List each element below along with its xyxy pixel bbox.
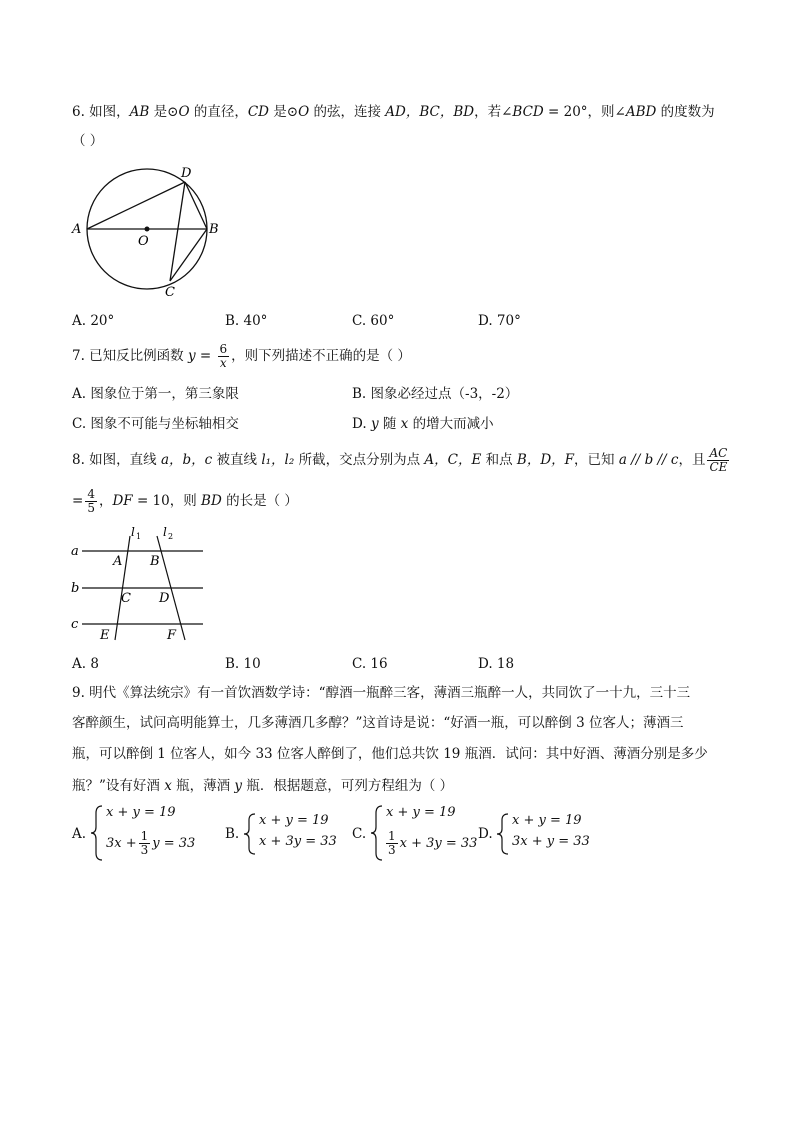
denominator: 3 <box>140 843 149 857</box>
q6-o: O <box>178 104 190 120</box>
q8-stem-line1 <box>72 445 731 475</box>
q7-text: D. <box>352 416 371 432</box>
numerator: 1 <box>388 829 396 843</box>
q8-text: = 10，则 <box>132 493 202 509</box>
equation-2 <box>386 829 477 859</box>
q9-option-a-label[interactable]: A. <box>72 826 87 842</box>
denominator: x <box>219 356 227 370</box>
numerator: AC <box>707 447 729 461</box>
q9-stem-line2: 客醉颜生，试问高明能算士，几多薄酒几多醇？”这首诗是说：“好酒一瓶，可以醉倒 3 位客人；薄酒三 <box>72 715 684 731</box>
label-l2-sub: 2 <box>168 532 174 541</box>
q8-stem-line2 <box>72 486 298 516</box>
numerator: 4 <box>87 487 95 501</box>
q7-option-b[interactable]: B. 图象必经过点（-3，-2） <box>352 386 519 402</box>
q8-parallel: a // b // c <box>618 452 679 468</box>
equation-1: x + y = 19 <box>259 813 329 828</box>
q8-text: ，已知 <box>574 452 619 468</box>
equation-2: x + 3y = 33 <box>259 834 337 849</box>
q7-stem <box>72 342 411 370</box>
q6-text: 是⊙ <box>149 104 179 120</box>
q8-text: ，且 <box>678 452 706 468</box>
q6-o: O <box>298 104 310 120</box>
q9-stem-line4 <box>72 776 453 796</box>
q8-points-bdf: B，D，F <box>516 452 575 468</box>
q7-text: 随 <box>378 416 401 432</box>
brace-icon <box>370 803 384 863</box>
q8-option-b[interactable]: B. 10 <box>225 656 261 672</box>
brace-icon <box>90 803 104 863</box>
label-c: c <box>71 617 79 632</box>
q7-fraction <box>218 343 230 370</box>
q8-option-d[interactable]: D. 18 <box>478 656 515 672</box>
q8-text: 所截，交点分别为点 <box>294 452 425 468</box>
q8-fraction-ac-ce <box>707 447 729 474</box>
fraction-one-third <box>139 830 151 857</box>
q9-option-c-label[interactable]: C. <box>352 826 367 842</box>
segment-bd <box>185 182 207 229</box>
q6-text: 的弦，连接 <box>309 104 386 120</box>
q6-angle: BCD <box>512 104 544 120</box>
label-point-a: A <box>113 554 123 569</box>
label-point-b: B <box>150 554 160 569</box>
q6-text: 是⊙ <box>268 104 299 120</box>
label-b: b <box>71 581 80 596</box>
q7-y: y <box>370 416 379 432</box>
brace-icon <box>243 812 257 856</box>
eq-part: y = 33 <box>152 836 196 851</box>
q9-option-c-system[interactable] <box>370 803 480 863</box>
label-c: C <box>165 285 175 300</box>
q9-option-a-system[interactable] <box>90 803 210 863</box>
q6-text: ，若∠ <box>474 104 513 120</box>
q6-option-d[interactable]: D. 70° <box>478 313 521 329</box>
q7-text: 的增大而减小 <box>408 416 494 432</box>
equation-1: x + y = 19 <box>386 805 456 820</box>
q8-df: DF <box>112 493 133 509</box>
label-point-e: E <box>100 628 110 643</box>
q8-option-a[interactable]: A. 8 <box>72 656 99 672</box>
label-l2: l <box>163 525 167 539</box>
q8-fraction-4-5 <box>85 488 97 515</box>
q6-segments: AD，BC，BD <box>385 104 475 120</box>
q6-option-c[interactable]: C. 60° <box>352 313 395 329</box>
q8-option-c[interactable]: C. 16 <box>352 656 388 672</box>
label-point-d: D <box>159 591 170 606</box>
q8-equals: = <box>72 493 84 509</box>
q7-func: y = <box>187 348 212 364</box>
q8-points-ace: A，C，E <box>424 452 482 468</box>
q8-lines: a，b，c <box>160 452 213 468</box>
q9-stem-line3: 瓶，可以醉倒 1 位客人，如今 33 位客人醉倒了，他们总共饮 19 瓶酒．试问：其中好酒、薄酒分别是多少 <box>72 746 708 762</box>
q9-stem-line1: 9. 明代《算法统宗》有一首饮酒数学诗：“醇酒一瓶醉三客，薄酒三瓶醉一人，共同饮了一十九，三十三 <box>72 685 691 701</box>
q6-angle2: ABD <box>625 104 657 120</box>
q9-option-b-system[interactable] <box>243 812 343 856</box>
numerator: 6 <box>219 342 228 356</box>
q7-text: ，则下列描述不正确的是（ ） <box>231 348 411 364</box>
q9-text: 瓶，薄酒 <box>171 778 235 794</box>
chord-cd <box>170 182 185 281</box>
eq-part: x + 3y = 33 <box>399 836 478 851</box>
q8-bd: BD <box>201 493 222 509</box>
denominator: CE <box>709 460 728 474</box>
fraction-one-third <box>386 830 398 857</box>
q6-text: = 20°，则∠ <box>543 104 626 120</box>
q8-text: 的长是（ ） <box>221 493 298 509</box>
numerator: 1 <box>140 829 149 843</box>
label-o: O <box>138 234 149 249</box>
q9-option-b-label[interactable]: B. <box>225 826 240 842</box>
eq-part: 3x + <box>106 836 137 851</box>
label-l1-sub: 1 <box>136 532 142 541</box>
q8-text: 被直线 <box>212 452 262 468</box>
q6-option-b[interactable]: B. 40° <box>225 313 268 329</box>
q9-option-d-system[interactable] <box>496 812 596 856</box>
q8-text: ， <box>98 493 113 509</box>
label-d: D <box>181 166 192 181</box>
q6-ab: AB <box>129 104 150 120</box>
label-a: A <box>72 222 82 237</box>
brace-icon <box>496 812 510 856</box>
q8-parallel-lines-figure <box>68 522 213 647</box>
equation-1: x + y = 19 <box>512 813 582 828</box>
q6-paren: （ ） <box>72 133 104 149</box>
q6-circle-figure <box>68 160 228 305</box>
q7-text: 7. 已知反比例函数 <box>72 348 184 364</box>
equation-2: 3x + y = 33 <box>512 834 590 849</box>
q6-text: 的度数为 <box>656 104 715 120</box>
denominator: 3 <box>388 843 396 857</box>
q9-text: 瓶？”设有好酒 <box>72 778 165 794</box>
q6-text: 6. 如图， <box>72 104 130 120</box>
label-b: B <box>209 222 219 237</box>
q6-option-a[interactable]: A. 20° <box>72 313 115 329</box>
q7-option-d[interactable] <box>352 414 494 434</box>
label-point-c: C <box>121 591 131 606</box>
q9-y: y <box>234 778 243 794</box>
q8-text: 和点 <box>481 452 517 468</box>
q6-cd: CD <box>247 104 269 120</box>
q7-option-c[interactable]: C. 图象不可能与坐标轴相交 <box>72 416 239 432</box>
q8-text: 8. 如图，直线 <box>72 452 161 468</box>
label-l1: l <box>131 525 135 539</box>
equation-2 <box>106 829 195 859</box>
q9-x: x <box>164 778 172 794</box>
q6-stem-line1 <box>72 102 715 122</box>
denominator: 5 <box>87 501 95 515</box>
q6-text: 的直径， <box>189 104 248 120</box>
equation-1: x + y = 19 <box>106 805 176 820</box>
q9-text: 瓶．根据题意，可列方程组为（ ） <box>242 778 454 794</box>
q7-option-a[interactable]: A. 图象位于第一，第三象限 <box>72 386 239 402</box>
label-a: a <box>71 544 79 559</box>
label-point-f: F <box>167 628 177 643</box>
center-point <box>145 227 150 232</box>
q7-x: x <box>400 416 409 432</box>
q9-option-d-label[interactable]: D. <box>478 826 493 842</box>
q8-transversals: l₁，l₂ <box>261 452 295 468</box>
